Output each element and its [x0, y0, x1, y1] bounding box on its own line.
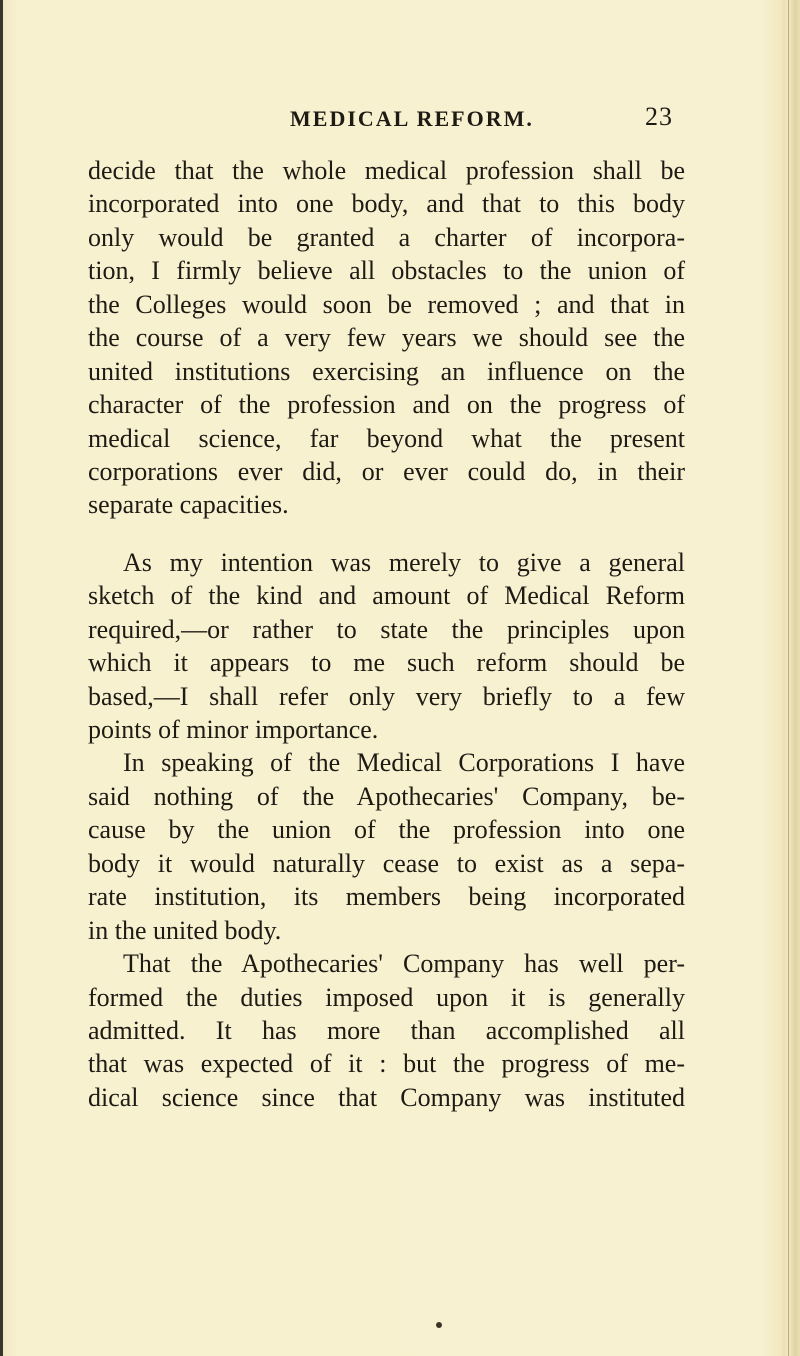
text-line: in the united body.: [88, 915, 282, 945]
text-line: rate institution, its members being incorporated: [88, 882, 685, 912]
text-line: tion, I firmly believe all obstacles to the union of: [88, 256, 685, 286]
text-line: That the Apothecaries' Company has well per-: [123, 949, 685, 979]
text-line: character of the profession and on the progress of: [88, 390, 685, 420]
text-line: dical science since that Company was instituted: [88, 1082, 685, 1112]
body-text: [88, 154, 685, 1114]
running-head: MEDICAL REFORM.: [290, 106, 534, 131]
text-line: separate capacities.: [88, 490, 289, 520]
text-line: As my intention was merely to give a general: [123, 547, 685, 577]
left-page-edge: [0, 0, 3, 1356]
text-line: admitted. It has more than accomplished all: [88, 1015, 685, 1045]
text-line: cause by the union of the profession into one: [88, 815, 685, 845]
text-line: required,—or rather to state the principles upon: [88, 614, 685, 644]
text-line: only would be granted a charter of incorpora-: [88, 222, 685, 252]
text-line: sketch of the kind and amount of Medical Reform: [88, 581, 685, 611]
text-line: incorporated into one body, and that to this body: [88, 189, 685, 219]
text-line: the Colleges would soon be removed ; and that in: [88, 289, 685, 319]
text-line: said nothing of the Apothecaries' Company, be-: [88, 781, 685, 811]
text-line: united institutions exercising an influence on the: [88, 356, 685, 386]
page-fold-line: [788, 0, 789, 1356]
text-line: formed the duties imposed upon it is generally: [88, 982, 685, 1012]
paragraph-gap: [88, 522, 685, 546]
text-line: that was expected of it : but the progress of me-: [88, 1049, 685, 1079]
text-line: In speaking of the Medical Corporations I have: [123, 748, 685, 778]
text-line: points of minor importance.: [88, 715, 379, 744]
ink-dot-mark: [436, 1322, 442, 1328]
text-line: body it would naturally cease to exist as a sepa-: [88, 848, 685, 878]
text-line: decide that the whole medical profession shall be: [88, 156, 685, 185]
page-number: 23: [645, 102, 673, 131]
text-line: based,—I shall refer only very briefly to a few: [88, 681, 685, 711]
text-line: which it appears to me such reform should be: [88, 648, 685, 678]
text-line: medical science, far beyond what the present: [88, 423, 685, 453]
right-page-edge: [783, 0, 800, 1356]
text-line: corporations ever did, or ever could do, in their: [88, 456, 685, 486]
text-line: the course of a very few years we should see the: [88, 323, 685, 353]
page-header: [0, 98, 800, 138]
